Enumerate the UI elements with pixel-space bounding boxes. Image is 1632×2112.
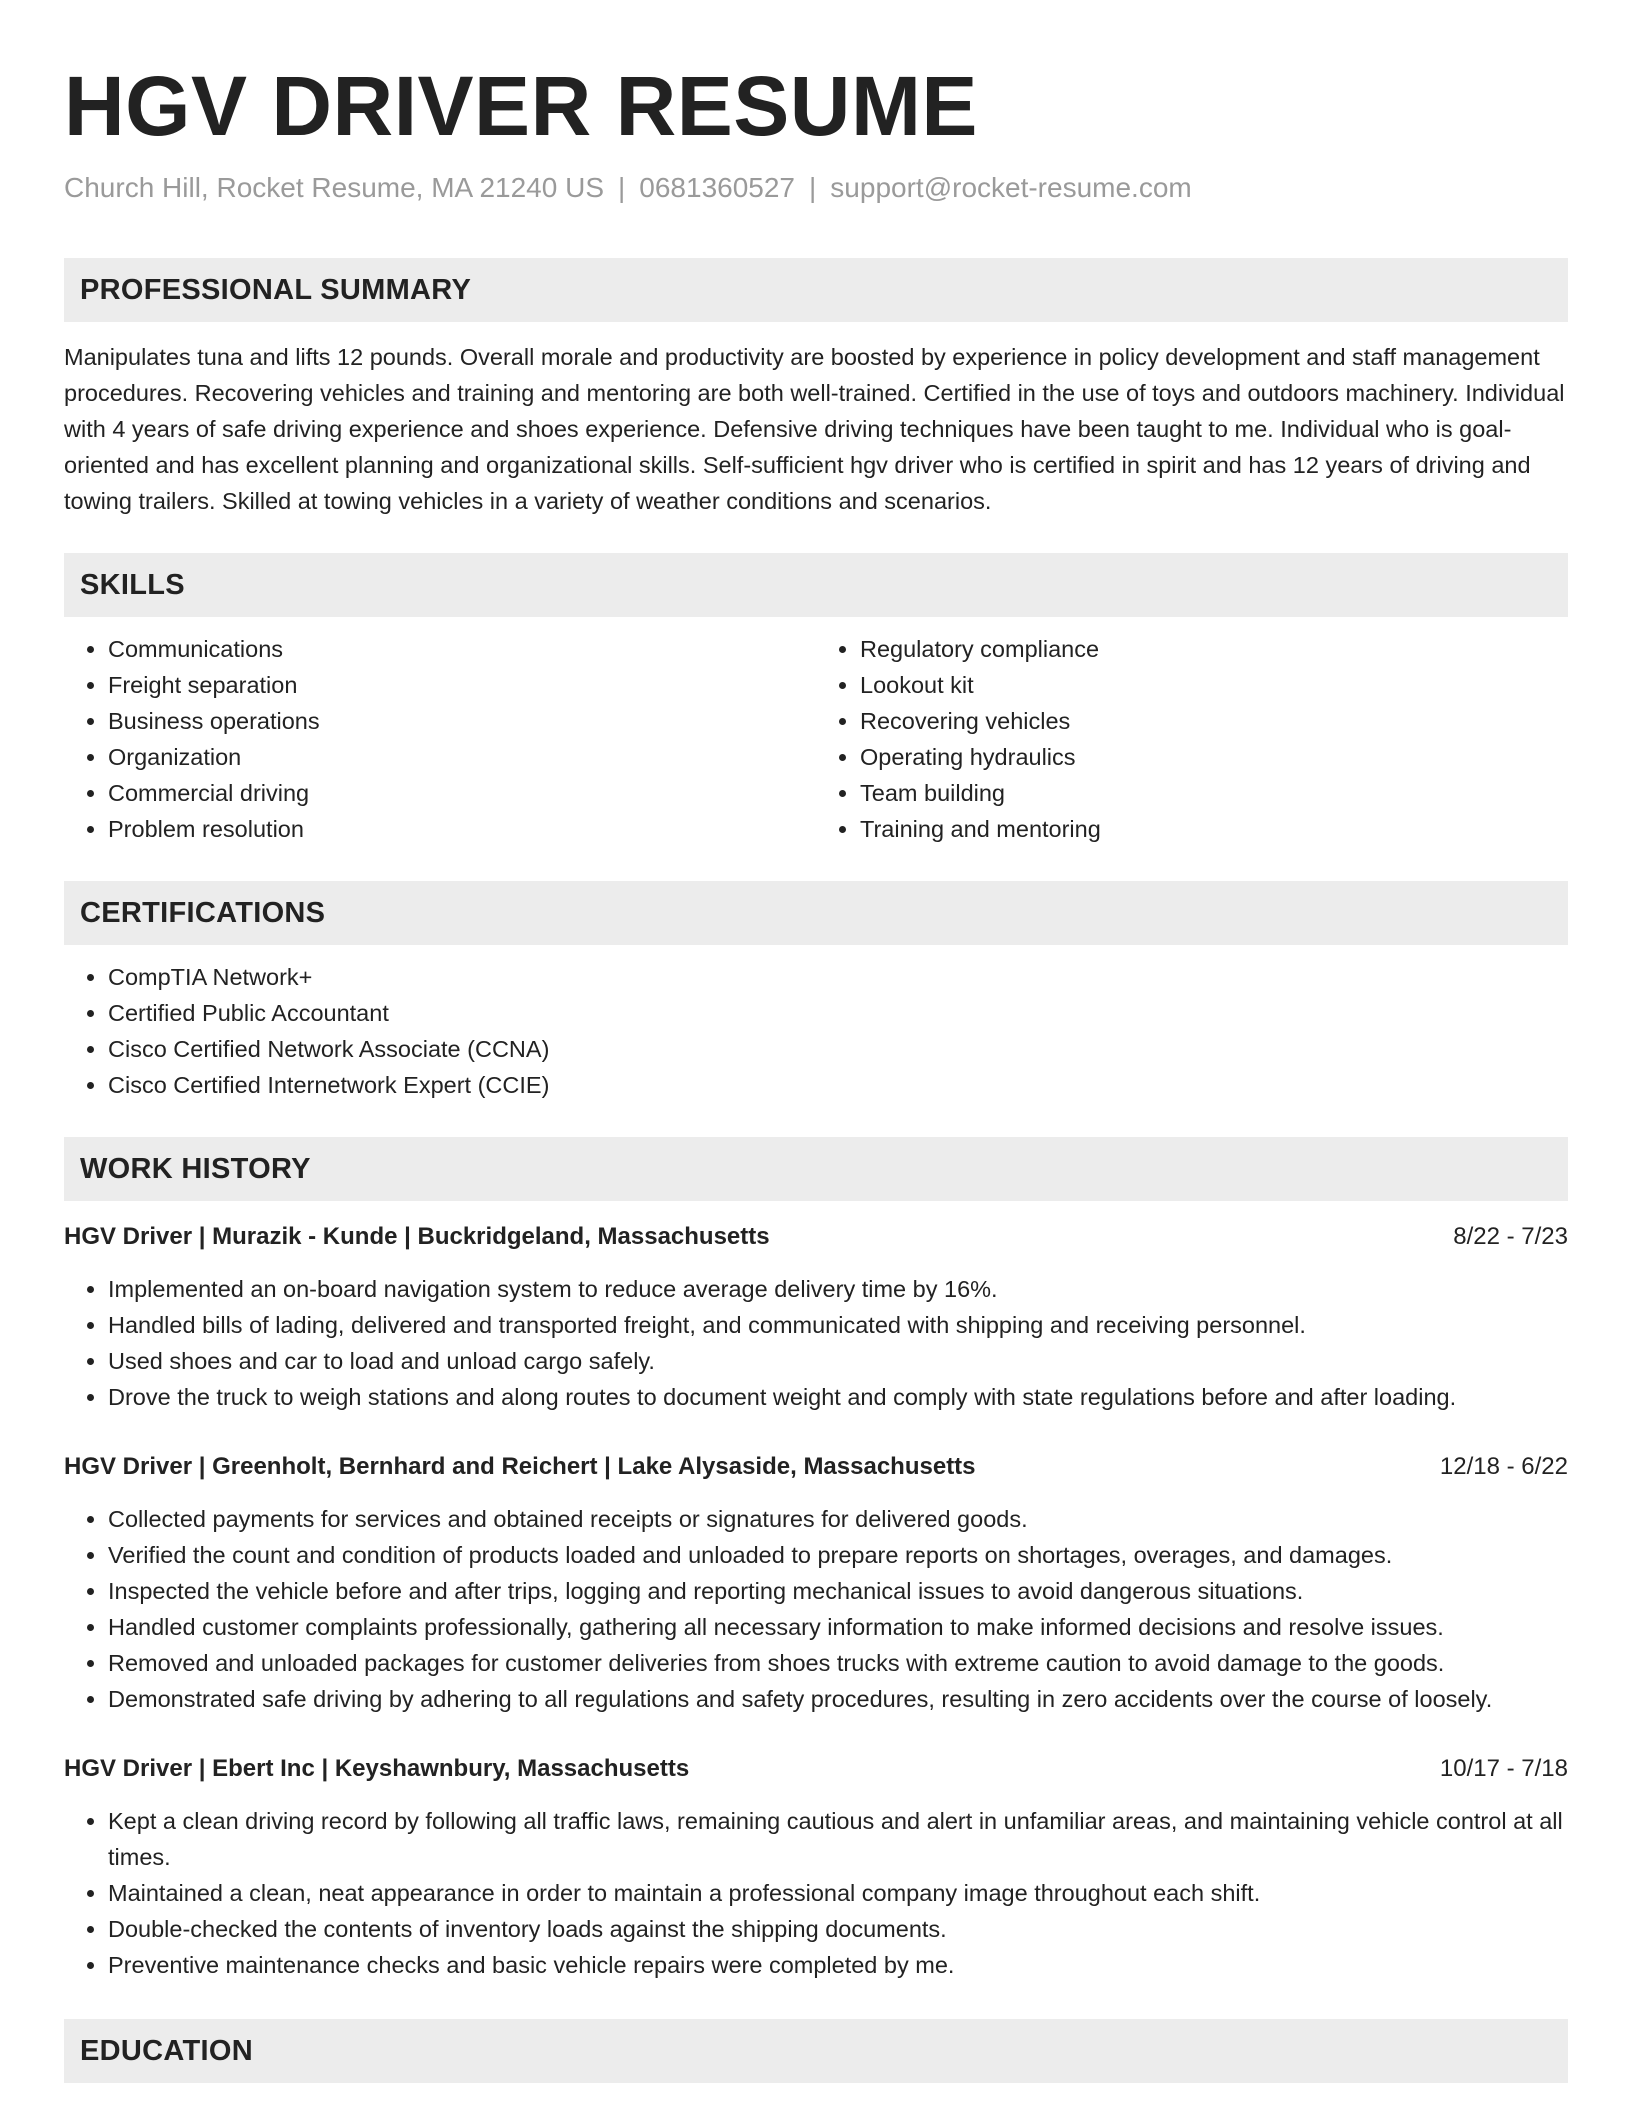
job-bullet: • Collected payments for services and obtained receipts or signatures for delivered goods. xyxy=(108,1501,1568,1537)
skill-item: • Organization xyxy=(108,739,816,775)
skill-item: • Communications xyxy=(108,631,816,667)
certification-item: • Cisco Certified Network Associate (CCNA) xyxy=(108,1031,1568,1067)
job-bullet: • Removed and unloaded packages for customer deliveries from shoes trucks with extreme caution to avoid damage to the goods. xyxy=(108,1645,1568,1681)
job-bullet: • Demonstrated safe driving by adhering to all regulations and safety procedures, resulting in zero accidents over the course of loosely. xyxy=(108,1681,1568,1717)
skill-item: • Recovering vehicles xyxy=(860,703,1568,739)
job-bullet: • Drove the truck to weigh stations and along routes to document weight and comply with state regulations before and after loading. xyxy=(108,1379,1568,1415)
job-bullet: • Handled customer complaints professionally, gathering all necessary information to make informed decisions and resolve issues. xyxy=(108,1609,1568,1645)
job-bullet: • Used shoes and car to load and unload cargo safely. xyxy=(108,1343,1568,1379)
job-dates: 8/22 - 7/23 xyxy=(1453,1223,1568,1250)
skill-item: • Business operations xyxy=(108,703,816,739)
job-bullets xyxy=(64,1501,1568,1717)
certifications-list xyxy=(64,959,1568,1103)
skill-item: • Training and mentoring xyxy=(860,811,1568,847)
skill-item: • Lookout kit xyxy=(860,667,1568,703)
job-bullet: • Preventive maintenance checks and basic vehicle repairs were completed by me. xyxy=(108,1947,1568,1983)
skill-item: • Problem resolution xyxy=(108,811,816,847)
job-header xyxy=(64,1449,1568,1485)
job-bullets xyxy=(64,1271,1568,1415)
job-bullets xyxy=(64,1803,1568,1983)
job-title: HGV Driver | Greenholt, Bernhard and Reichert | Lake Alysaside, Massachusetts xyxy=(64,1453,976,1480)
resume-title: HGV DRIVER RESUME xyxy=(64,59,978,153)
skills-heading: SKILLS xyxy=(64,553,1568,617)
job-entry xyxy=(64,1751,1568,1983)
skill-item: • Regulatory compliance xyxy=(860,631,1568,667)
job-title: HGV Driver | Ebert Inc | Keyshawnbury, Massachusetts xyxy=(64,1755,690,1782)
summary-text: Manipulates tuna and lifts 12 pounds. Overall morale and productivity are boosted by experience in policy development and staff management procedures. Recovering vehicles and training and mentoring are both well-trained. Certified in the use of toys and outdoors machinery. Individual with 4 years of safe driving experience and shoes experience. Defensive driving techniques have been taught to me. Individual who is goal-oriented and has excellent planning and organizational skills. Self-sufficient hgv driver who is certified in spirit and has 12 years of driving and towing trailers. Skilled at towing vehicles in a variety of weather conditions and scenarios. xyxy=(64,344,1565,514)
skills-columns xyxy=(64,631,1568,847)
job-dates: 12/18 - 6/22 xyxy=(1439,1453,1568,1480)
certification-item: • Certified Public Accountant xyxy=(108,995,1568,1031)
contact-separator: | xyxy=(809,172,817,203)
contact-line xyxy=(64,170,1568,206)
job-entry xyxy=(64,1219,1568,1415)
contact-phone: 0681360527 xyxy=(639,172,796,203)
contact-email: support@rocket-resume.com xyxy=(830,172,1192,203)
job-bullet: • Verified the count and condition of products loaded and unloaded to prepare reports on shortages, overages, and damages. xyxy=(108,1537,1568,1573)
job-bullet: • Inspected the vehicle before and after trips, logging and reporting mechanical issues to avoid dangerous situations. xyxy=(108,1573,1568,1609)
skills-list-right xyxy=(816,631,1568,847)
job-bullet: • Double-checked the contents of inventory loads against the shipping documents. xyxy=(108,1911,1568,1947)
certification-item: • CompTIA Network+ xyxy=(108,959,1568,995)
contact-separator: | xyxy=(618,172,626,203)
certifications-heading: CERTIFICATIONS xyxy=(64,881,1568,945)
summary-heading: PROFESSIONAL SUMMARY xyxy=(64,258,1568,322)
skills-list-left xyxy=(64,631,816,847)
job-dates: 10/17 - 7/18 xyxy=(1439,1755,1568,1782)
job-title: HGV Driver | Murazik - Kunde | Buckridgeland, Massachusetts xyxy=(64,1223,770,1250)
work-history-heading: WORK HISTORY xyxy=(64,1137,1568,1201)
skill-item: • Team building xyxy=(860,775,1568,811)
job-entry xyxy=(64,1449,1568,1717)
skill-item: • Commercial driving xyxy=(108,775,816,811)
skill-item: • Operating hydraulics xyxy=(860,739,1568,775)
job-header xyxy=(64,1751,1568,1787)
education-heading: EDUCATION xyxy=(64,2019,1568,2083)
job-bullet: • Maintained a clean, neat appearance in order to maintain a professional company image throughout each shift. xyxy=(108,1875,1568,1911)
job-bullet: • Kept a clean driving record by following all traffic laws, remaining cautious and alert in unfamiliar areas, and maintaining vehicle control at all times. xyxy=(108,1803,1568,1875)
job-header xyxy=(64,1219,1568,1255)
skill-item: • Freight separation xyxy=(108,667,816,703)
certification-item: • Cisco Certified Internetwork Expert (CCIE) xyxy=(108,1067,1568,1103)
contact-address: Church Hill, Rocket Resume, MA 21240 US xyxy=(64,172,604,203)
job-bullet: • Implemented an on-board navigation system to reduce average delivery time by 16%. xyxy=(108,1271,1568,1307)
job-bullet: • Handled bills of lading, delivered and transported freight, and communicated with shipping and receiving personnel. xyxy=(108,1307,1568,1343)
